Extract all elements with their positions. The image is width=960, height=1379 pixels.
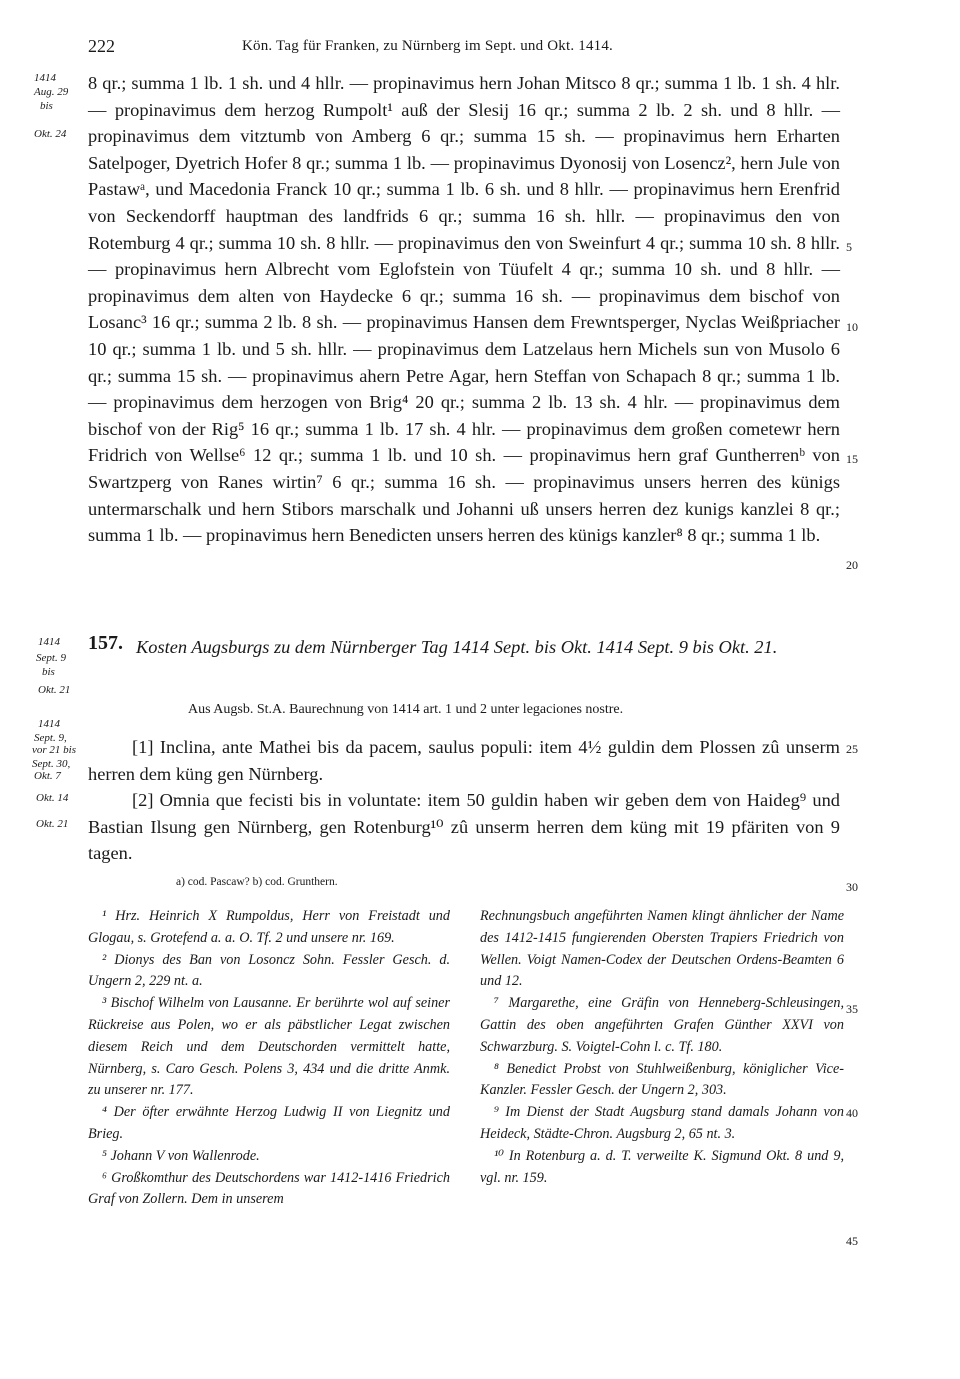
footnote: ¹⁰ In Rotenburg a. d. T. verweilte K. Sigmund Okt. 8 und 9, vgl. nr. 159. [480,1147,844,1186]
line-number: 15 [846,452,858,466]
margin-note: Sept. 9 [36,652,66,664]
footnote: ² Dionys des Ban von Losoncz Sohn. Fessler Gesch. d. Ungern 2, 229 nt. a. [88,951,450,990]
margin-note: Okt. 24 [34,128,67,140]
margin-note: Okt. 7 [34,770,61,782]
footnote: ⁹ Im Dienst der Stadt Augsburg stand damals Johann von Heideck, Städte-Chron. Augsburg 2, 65 nt. 3. [480,1104,844,1142]
margin-note: 1414 [34,72,56,84]
line-number: 30 [846,880,858,894]
footnote: ¹ Hrz. Heinrich X Rumpoldus, Herr von Freistadt und Glogau, s. Grotefend a. a. O. Tf. 2 und unsere nr. 169. [88,908,450,946]
line-number: 25 [846,742,858,756]
margin-note: bis [42,666,55,678]
document-title: Kosten Augsburgs zu dem Nürnberger Tag 1414 Sept. bis Okt. 1414 Sept. 9 bis Okt. 21. [136,637,778,657]
footnote: ⁶ Großkomthur des Deutschordens war 1412-1416 Friedrich Graf von Zollern. Dem in unserem [88,1169,450,1208]
line-numbers [846,0,886,1379]
footnotes-right-column [480,906,844,1189]
margin-note: Okt. 21 [36,818,69,830]
margin-note: Okt. 21 [38,684,71,696]
running-title: Kön. Tag für Franken, zu Nürnberg im Sept. und Okt. 1414. [242,38,613,54]
entries-paragraph: 8 qr.; summa 1 lb. 1 sh. und 4 hllr. — propinavimus hern Johan Mitsco 8 qr.; summa 1 lb. 1 sh. 4 hlr. — propinavimus dem herzog Rumpolt¹ auß der Slesij 16 qr.; summa 2 lb. 2 sh. und 8 hllr. — propinavimus dem vitztumb von Amberg 6 qr.; summa 15 sh. — propinavimus hern Erharten Satelpoger, Dyetrich Hofer 8 qr.; summa 1 lb. — propinavimus Dyonosij von Losencz², hern Jule von Pastawᵃ, und Macedonia Franck 10 qr.; summa 1 lb. 6 sh. und 8 hllr. — propinavimus hern Erenfrid von Seckendorff hauptman des landfrids 6 qr.; summa 16 sh. hllr. — propinavimus den von Rotemburg 4 qr.; summa 10 sh. 8 hllr. — propinavimus den von Sweinfurt 4 qr.; summa 10 sh. 8 hllr. — propinavimus hern Albrecht vom Eglofstein von Tüufelt 4 qr.; summa 10 sh. und 8 hllr. — propinavimus dem alten von Haydecke 6 qr.; summa 16 sh. — propinavimus dem bischof von Losanc³ 16 qr.; summa 2 lb. 8 sh. — propinavimus Hansen dem Frewntsperger, Nyclas Weißpriacher 10 qr.; summa 1 lb. und 5 sh. hllr. — propinavimus dem Latzelaus hern Michels sun von Musolo 6 qr.; summa 15 sh. — propinavimus ahern Petre Agar, hern Steffan von Schapach 8 qr.; summa 1 lb. — propinavimus dem herzogen von Brig⁴ 20 qr.; summa 2 lb. 13 sh. 4 hlr. — propinavimus dem bischof von der Rig⁵ 16 qr.; summa 1 lb. 17 sh. 4 hlr. — propinavimus dem großen cometewr hern Fridrich von Wellse⁶ 12 qr.; summa 1 lb. und 10 sh. — propinavimus hern graf Guntherrenᵇ von Swartzperg von Ranes wirtin⁷ 6 qr.; summa 16 sh. — propinavimus unsers herren des künigs untermarschalk und hern Stibors marschalk und Johanni uß unsers herren dez kunigs kanzlei 8 qr.; summa 1 lb. — propinavimus hern Benedicten unsers herren des künigs kanzler⁸ 8 qr.; summa 1 lb. [88,73,840,546]
line-number: 35 [846,1002,858,1016]
page-header [88,36,848,60]
paragraph-1-text: [1] Inclina, ante Mathei bis da pacem, saulus populi: item 4½ guldin dem Plossen zû unserm herren dem küng gen Nürnberg. [88,737,840,784]
margin-note: Sept. 9, [34,732,67,744]
footnote: ⁴ Der öfter erwähnte Herzog Ludwig II von Liegnitz und Brieg. [88,1104,450,1142]
footnote: ³ Bischof Wilhelm von Lausanne. Er berührte wol auf seiner Rückreise aus Polen, wo er als päbstlicher Legat zwischen diesem Reich und dem Deutschorden vermittelt hatte, Nürnberg, s. Caro Gesch. Polens 3, 434 und die dritte Anmk. zu unserer nr. 177. [88,995,450,1099]
footnote: ⁷ Margarethe, eine Gräfin von Henneberg-Schleusingen, Gattin des oben angeführten Grafen Günther XXVI von Schwarzburg. S. Voigtel-Cohn l. c. Tf. 180. [480,995,844,1055]
critical-apparatus: a) cod. Pascaw? b) cod. Grunthern. [176,876,338,888]
paragraph-2-text: [2] Omnia que fecisti bis in voluntate: item 50 guldin haben wir geben dem von Haideg⁹ und Bastian Ilsung gen Nürnberg, gen Rotenburg¹⁰ zû unserm herren dem küng mit 19 pfäriten von 9 tagen. [88,790,840,864]
margin-notes [0,0,88,1379]
margin-note: bis [40,100,53,112]
footnote: ⁸ Benedict Probst von Stuhlweißenburg, königlicher Vice-Kanzler. Fessler Gesch. der Ungern 2, 303. [480,1060,844,1099]
entries-text [88,70,840,549]
line-number: 40 [846,1106,858,1120]
document-number: 157. [88,632,123,654]
margin-note: vor 21 bis [32,744,76,756]
footnotes-left-column [88,906,450,1211]
source-line: Aus Augsb. St.A. Baurechnung von 1414 art. 1 und 2 unter legaciones nostre. [188,702,624,717]
margin-note: Aug. 29 [34,86,69,98]
line-number: 45 [846,1234,858,1248]
paragraph-1 [88,734,840,787]
margin-note: 1414 [38,636,60,648]
margin-note: Okt. 14 [36,792,69,804]
line-number: 10 [846,320,858,334]
footnote: ⁵ Johann V von Wallenrode. [102,1147,260,1164]
margin-note: Sept. 30, [32,758,71,770]
line-number: 5 [846,240,852,254]
paragraph-2 [88,787,840,867]
page-number: 222 [88,36,115,56]
line-number: 20 [846,558,858,572]
footnote-continuation: Rechnungsbuch angeführten Namen klingt ähnlicher der Name des 1412-1415 fungierenden Obersten Trapiers Friedrich von Wellen. Voigt Namen-Codex der Deutschen Ordens-Beamten 6 und 12. [480,908,844,990]
margin-note: 1414 [38,718,60,730]
